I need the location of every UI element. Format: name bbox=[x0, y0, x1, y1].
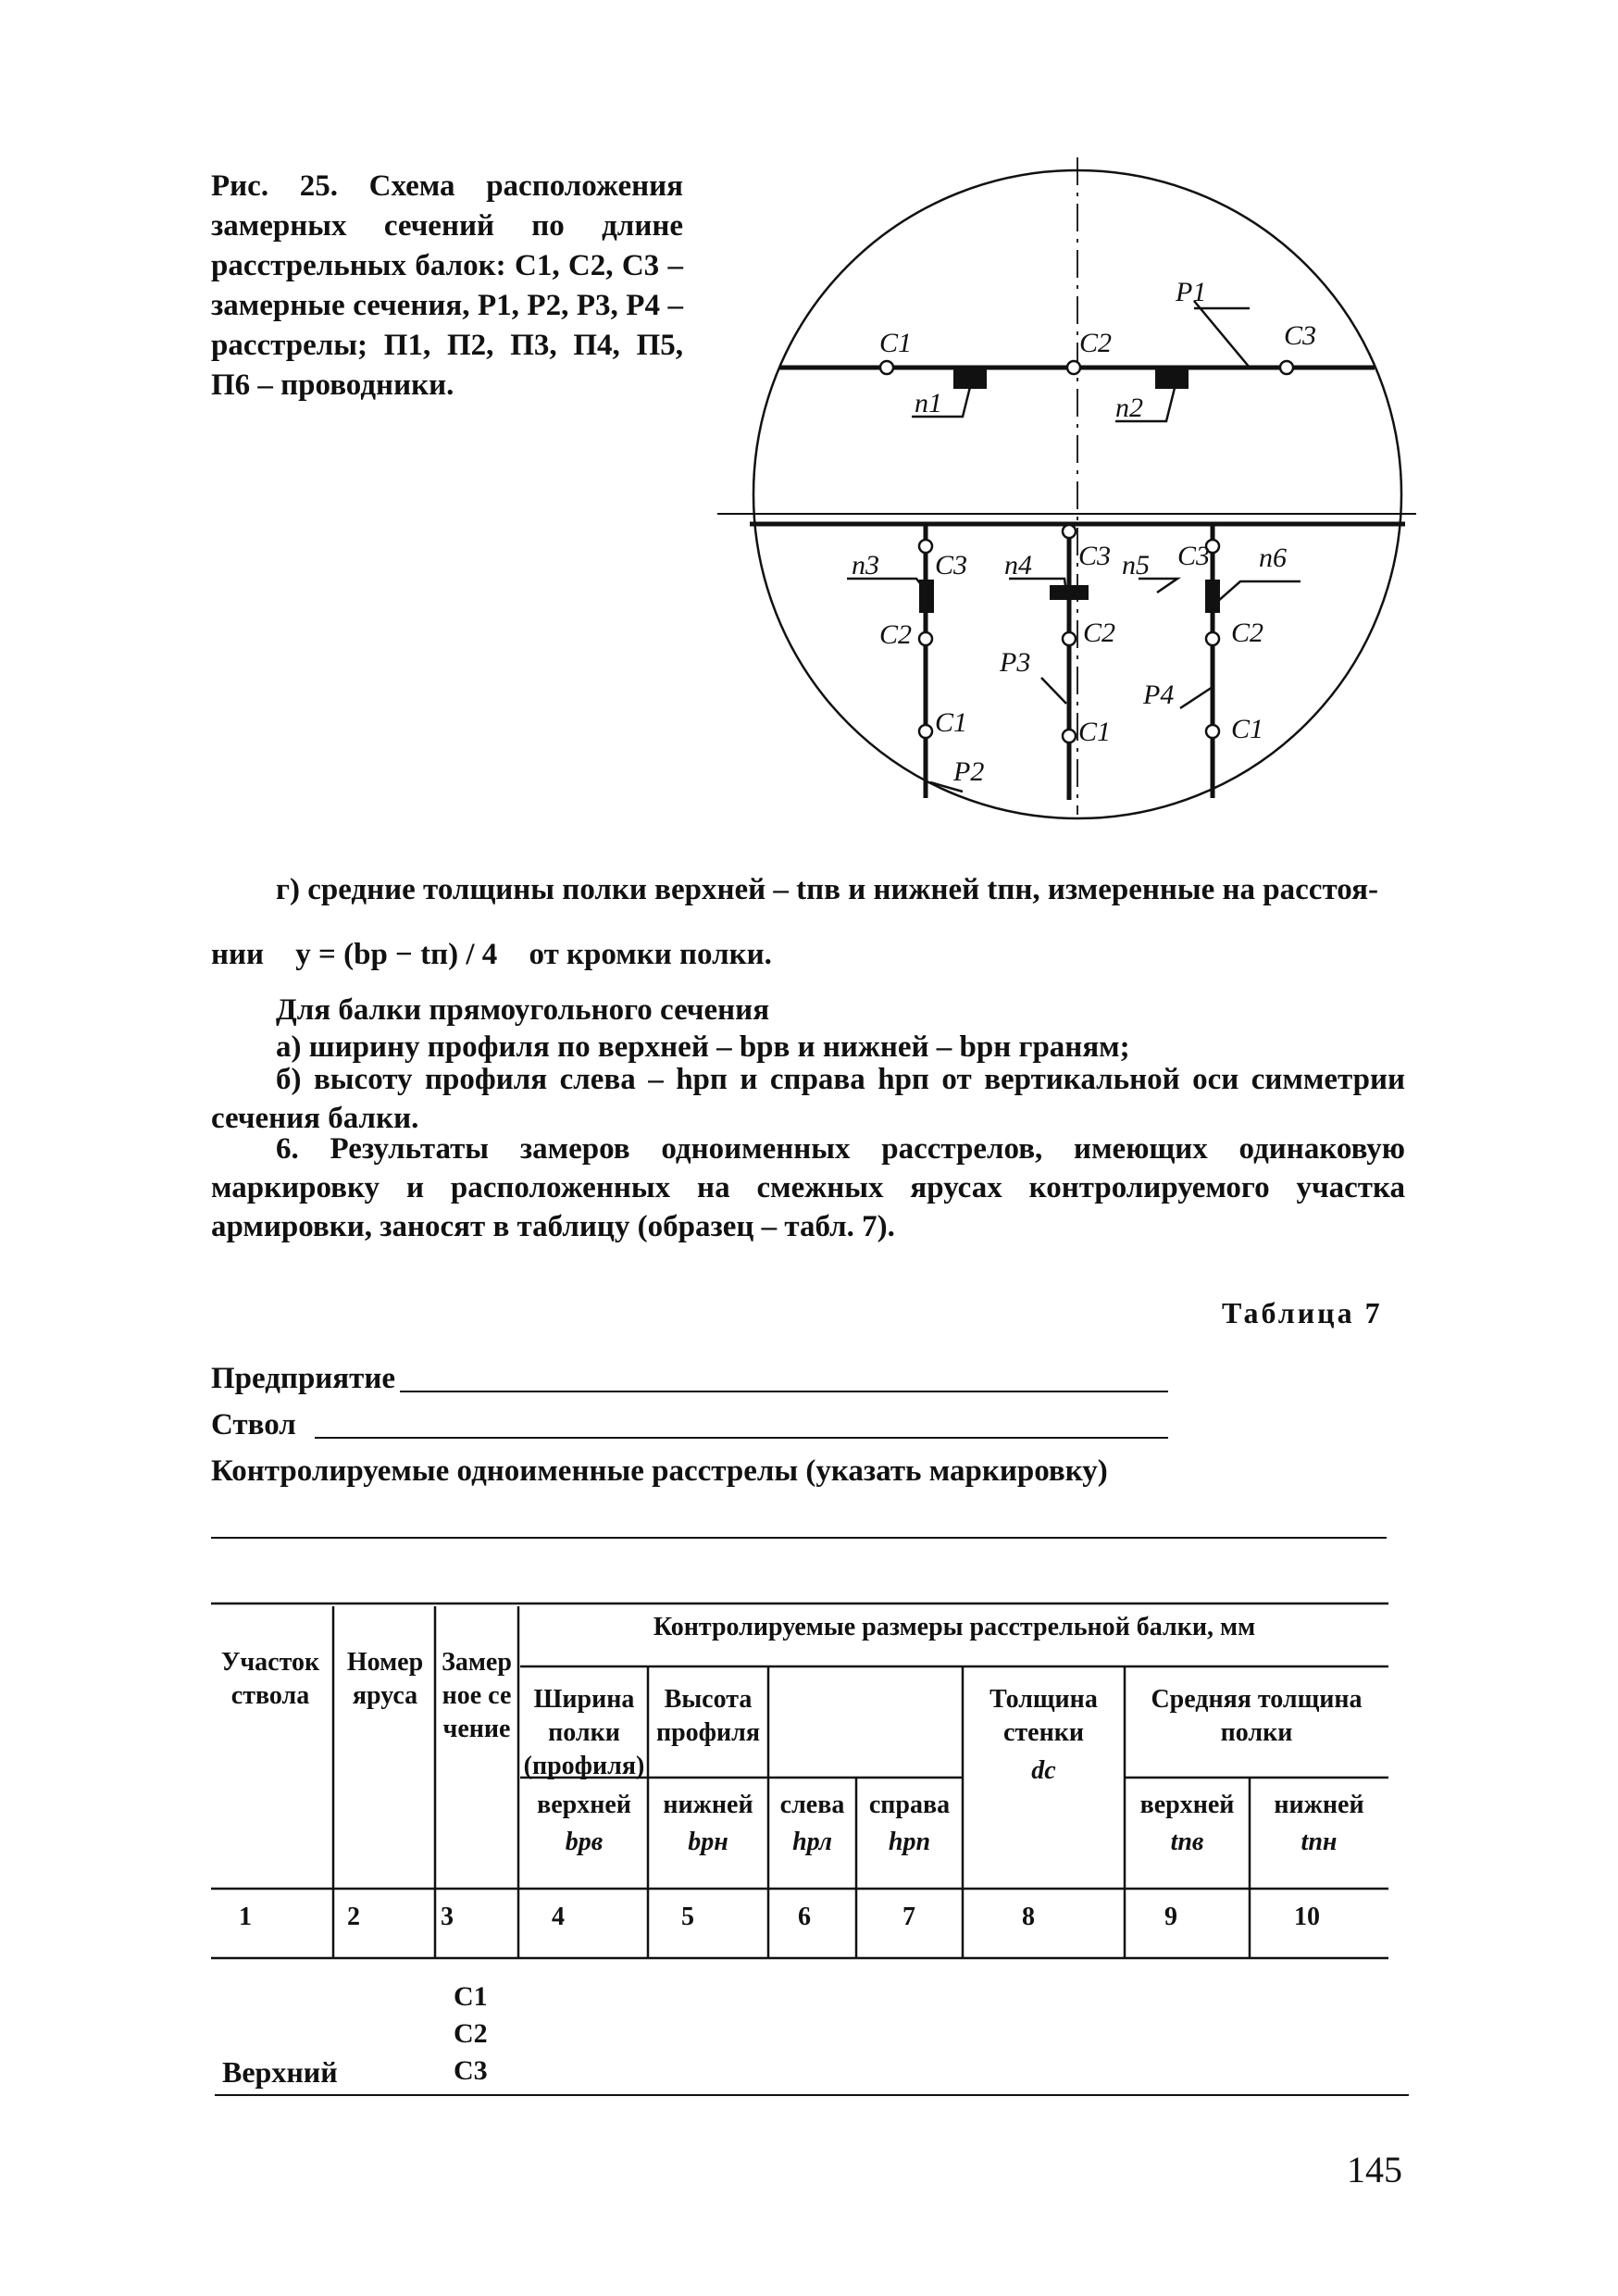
enterprise-field[interactable] bbox=[400, 1391, 1168, 1392]
col-num-4: 4 bbox=[552, 1903, 565, 1931]
svg-text:C3: C3 bbox=[1177, 541, 1211, 571]
cut-c3: С3 bbox=[454, 2055, 488, 2086]
col-num-6: 6 bbox=[798, 1903, 811, 1931]
col-tier: Номер яруса bbox=[346, 1648, 424, 1710]
cut-c2: С2 bbox=[454, 2018, 488, 2049]
col-num-9: 9 bbox=[1164, 1903, 1177, 1931]
col-num-3: 3 bbox=[441, 1903, 454, 1931]
svg-text:C1: C1 bbox=[935, 707, 968, 738]
svg-text:C1: C1 bbox=[1078, 717, 1112, 747]
sub-right-height: справа bbox=[868, 1791, 951, 1819]
item-b: б) высоту профиля слева – hрп и справа hрп от вертикальной оси симметрии сечения балки. bbox=[211, 1063, 1405, 1135]
sub-lower-mean: нижней bbox=[1274, 1791, 1364, 1819]
height-group: Высота профиля bbox=[655, 1685, 761, 1747]
wall-col: Толщина стенки bbox=[989, 1685, 1098, 1747]
item-g-formula: y = (bр − tп) / 4 bbox=[295, 938, 498, 971]
sym-b-rn: bрн bbox=[688, 1828, 728, 1856]
sym-t-pn: tпн bbox=[1301, 1828, 1338, 1856]
shaft-section-diagram bbox=[703, 148, 1444, 852]
svg-text:п5: п5 bbox=[1122, 550, 1150, 580]
svg-text:P4: P4 bbox=[1143, 680, 1175, 710]
guide-n3 bbox=[919, 580, 934, 613]
item-g-pre: нии bbox=[211, 938, 265, 971]
col-num-10: 10 bbox=[1294, 1903, 1320, 1931]
enterprise-label: Предприятие bbox=[211, 1362, 396, 1395]
guide-n1 bbox=[953, 368, 987, 389]
sub-left-height: слева bbox=[779, 1791, 845, 1819]
page-number: 145 bbox=[1347, 2149, 1402, 2190]
mean-group: Средняя толщина полки bbox=[1151, 1685, 1363, 1747]
col-section: Участок ствола bbox=[220, 1648, 320, 1710]
col-cut: Замерное сечение bbox=[442, 1648, 512, 1743]
item-6: 6. Результаты замеров одноименных расстрелов, имеющих одинаковую маркировку и расположенных на смежных ярусах контролируемого участка армировки, заносят в таблицу (образец – табл. 7). bbox=[211, 1132, 1405, 1243]
row-bottom-line bbox=[215, 2094, 1409, 2096]
sym-t-pv: tпв bbox=[1170, 1828, 1204, 1856]
shaft-field[interactable] bbox=[315, 1437, 1168, 1439]
shaft-label: Ствол bbox=[211, 1408, 296, 1441]
sub-lower-width: нижней bbox=[663, 1791, 753, 1819]
width-group: Ширина полки (профиля) bbox=[523, 1685, 645, 1780]
col-num-8: 8 bbox=[1022, 1903, 1035, 1931]
col-num-2: 2 bbox=[347, 1903, 360, 1931]
item-g-post: от кромки полки. bbox=[529, 938, 772, 971]
svg-text:C2: C2 bbox=[879, 619, 913, 650]
item-g-line2 bbox=[211, 935, 1414, 974]
table-caption: Таблица 7 bbox=[1222, 1296, 1383, 1329]
item-a: а) ширину профиля по верхней – bрв и нижней – bрн граням; bbox=[276, 1030, 1130, 1064]
sym-h-rl: hрл bbox=[792, 1828, 832, 1856]
col-num-5: 5 bbox=[681, 1903, 694, 1931]
row-label-upper: Верхний bbox=[222, 2055, 338, 2089]
sub-upper-width: верхней bbox=[537, 1791, 631, 1819]
guide-n2 bbox=[1155, 368, 1189, 389]
figure-caption: Рис. 25. Схема расположения замерных сечений по длине расстрельных балок: С1, С2, С3 – замерные сечения, Р1, Р2, Р3, Р4 – расстрелы; П1, П2, П3, П4, П5, П6 – проводники. bbox=[211, 169, 683, 402]
wall-sym: dс bbox=[1031, 1756, 1056, 1785]
guide-n4 bbox=[1050, 585, 1089, 600]
svg-text:C1: C1 bbox=[1231, 714, 1264, 744]
col-num-7: 7 bbox=[902, 1903, 915, 1931]
rect-intro: Для балки прямоугольного сечения bbox=[276, 993, 770, 1027]
controlled-label: Контролируемые одноименные расстрелы (указать маркировку) bbox=[211, 1454, 1108, 1488]
svg-text:P1: P1 bbox=[1176, 277, 1207, 307]
svg-text:п4: п4 bbox=[1004, 550, 1032, 580]
group-title: Контролируемые размеры расстрельной балки, мм bbox=[653, 1613, 1256, 1641]
svg-text:C2: C2 bbox=[1083, 618, 1116, 648]
cut-c1: С1 bbox=[454, 1981, 488, 2012]
sym-b-rv: bрв bbox=[565, 1828, 604, 1856]
svg-text:C1: C1 bbox=[879, 328, 913, 358]
svg-text:P2: P2 bbox=[953, 756, 985, 787]
svg-text:C3: C3 bbox=[1078, 541, 1112, 571]
svg-text:п6: п6 bbox=[1259, 543, 1287, 573]
sym-h-rp: hрп bbox=[888, 1828, 931, 1856]
sub-upper-mean: верхней bbox=[1139, 1791, 1235, 1819]
svg-text:C2: C2 bbox=[1231, 618, 1264, 648]
svg-text:п2: п2 bbox=[1115, 393, 1143, 423]
svg-text:C2: C2 bbox=[1079, 328, 1113, 358]
col-num-1: 1 bbox=[239, 1903, 252, 1931]
guide-n6 bbox=[1205, 580, 1220, 613]
item-g-line1: г) средние толщины полки верхней – tпв и нижней tпн, измеренные на расстоя- bbox=[276, 873, 1378, 906]
svg-text:P3: P3 bbox=[1000, 647, 1031, 678]
svg-text:п1: п1 bbox=[915, 388, 942, 418]
svg-text:C3: C3 bbox=[935, 550, 968, 580]
svg-text:C3: C3 bbox=[1284, 320, 1317, 351]
controlled-field[interactable] bbox=[211, 1537, 1387, 1539]
svg-text:п3: п3 bbox=[852, 550, 879, 580]
